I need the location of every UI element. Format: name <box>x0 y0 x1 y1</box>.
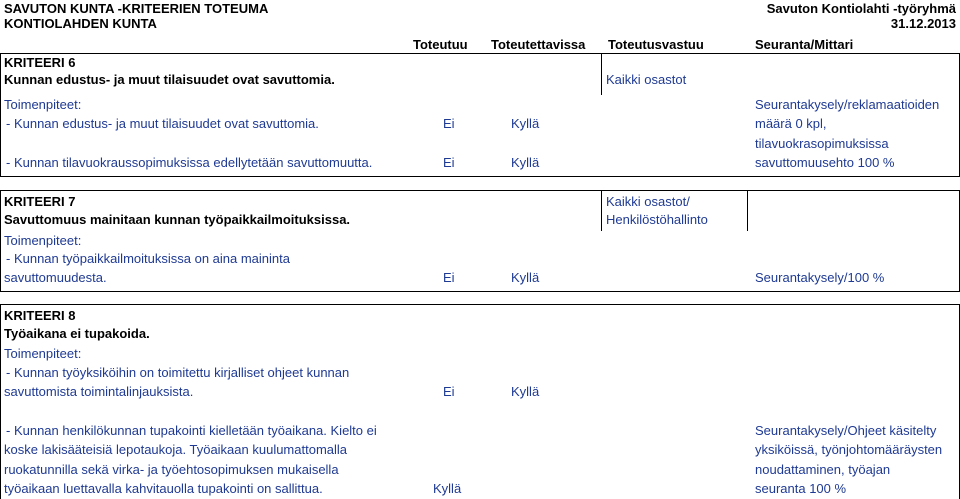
municipality-name: KONTIOLAHDEN KUNTA <box>4 16 157 31</box>
k8-action-1-line-1: - Kunnan työyksiköihin on toimitettu kirjalliset ohjeet kunnan <box>6 365 350 380</box>
k7-left-border <box>0 190 1 291</box>
k8-action-1-toteutuu: Ei <box>443 384 455 399</box>
report-title: SAVUTON KUNTA -KRITEERIEN TOTEUMA <box>4 1 269 16</box>
k7-bottom-border <box>0 291 960 292</box>
report-date: 31.12.2013 <box>890 16 956 31</box>
k6-divider <box>601 53 602 95</box>
k8-action-2-line-4: työaikaan luettavalla kahvitauolla tupakointi on sallittua. <box>4 481 323 496</box>
k6-action-1-toteutuu: Ei <box>443 116 455 131</box>
k7-mittari: Seurantakysely/100 % <box>755 270 885 285</box>
k6-action-2-toteutuu: Ei <box>443 155 455 170</box>
k8-top-border <box>0 304 960 305</box>
k6-action-1: - Kunnan edustus- ja muut tilaisuudet ovat savuttomia. <box>6 116 319 131</box>
k6-title: Kunnan edustus- ja muut tilaisuudet ovat savuttomia. <box>4 72 335 87</box>
col-header-toteutuu: Toteutuu <box>413 37 468 52</box>
k7-action-1-line-2: savuttomuudesta. <box>4 270 107 285</box>
k7-top-border <box>0 190 960 191</box>
k7-id: KRITEERI 7 <box>4 194 76 209</box>
k6-action-2: - Kunnan tilavuokraussopimuksissa edellytetään savuttomuutta. <box>6 155 373 170</box>
k7-action-1-toteutettavissa: Kyllä <box>511 270 540 285</box>
k7-title: Savuttomuus mainitaan kunnan työpaikkailmoituksissa. <box>4 212 351 227</box>
k6-action-1-toteutettavissa: Kyllä <box>511 116 540 131</box>
working-group-name: Savuton Kontiolahti -työryhmä <box>766 1 956 16</box>
k8-action-1-line-2: savuttomista toimintalinjauksista. <box>4 384 194 399</box>
col-header-toteutettavissa: Toteutettavissa <box>491 37 586 52</box>
k6-id: KRITEERI 6 <box>4 55 76 70</box>
col-header-seuranta-mittari: Seuranta/Mittari <box>755 37 854 52</box>
k6-bottom-border <box>0 176 960 177</box>
k8-action-2-line-1: - Kunnan henkilökunnan tupakointi kielletään työaikana. Kielto ei <box>6 423 377 438</box>
k6-mittari-line-4: savuttomuusehto 100 % <box>755 155 895 170</box>
k8-action-2-toteutuu: Kyllä <box>433 481 462 496</box>
col-header-toteutusvastuu: Toteutusvastuu <box>608 37 704 52</box>
k7-divider-2 <box>747 190 748 231</box>
k6-mittari-line-3: tilavuokrasopimuksissa <box>755 136 889 151</box>
k8-title: Työaikana ei tupakoida. <box>4 326 150 341</box>
k7-action-1-line-1: - Kunnan työpaikkailmoituksissa on aina maininta <box>6 251 290 266</box>
k8-id: KRITEERI 8 <box>4 308 76 323</box>
k8-action-2-line-3: ruokatunnilla sekä virka- ja työehtosopimuksen mukaisella <box>4 462 339 477</box>
k6-toimenpiteet-label: Toimenpiteet: <box>4 97 82 112</box>
k8-mittari-line-2: yksiköissä, työnjohtomääräysten <box>755 442 943 457</box>
k7-divider-1 <box>601 190 602 231</box>
k8-left-border <box>0 304 1 499</box>
k6-action-2-toteutettavissa: Kyllä <box>511 155 540 170</box>
k8-mittari-line-1: Seurantakysely/Ohjeet käsitelty <box>755 423 937 438</box>
k7-responsible-line-1: Kaikki osastot/ <box>606 194 690 209</box>
k6-mittari-line-1: Seurantakysely/reklamaatioiden <box>755 97 940 112</box>
k8-mittari-line-4: seuranta 100 % <box>755 481 847 496</box>
k8-mittari-line-3: noudattaminen, työajan <box>755 462 891 477</box>
k6-left-border <box>0 53 1 176</box>
k6-mittari-line-2: määrä 0 kpl, <box>755 116 827 131</box>
k6-top-border <box>0 53 960 54</box>
k7-responsible-line-2: Henkilöstöhallinto <box>606 212 708 227</box>
k7-toimenpiteet-label: Toimenpiteet: <box>4 233 82 248</box>
k8-action-2-line-2: koske lakisääteisiä lepotaukoja. Työaikaan kuulumattomalla <box>4 442 348 457</box>
k8-toimenpiteet-label: Toimenpiteet: <box>4 346 82 361</box>
k6-responsible: Kaikki osastot <box>606 72 687 87</box>
k8-action-1-toteutettavissa: Kyllä <box>511 384 540 399</box>
k7-action-1-toteutuu: Ei <box>443 270 455 285</box>
